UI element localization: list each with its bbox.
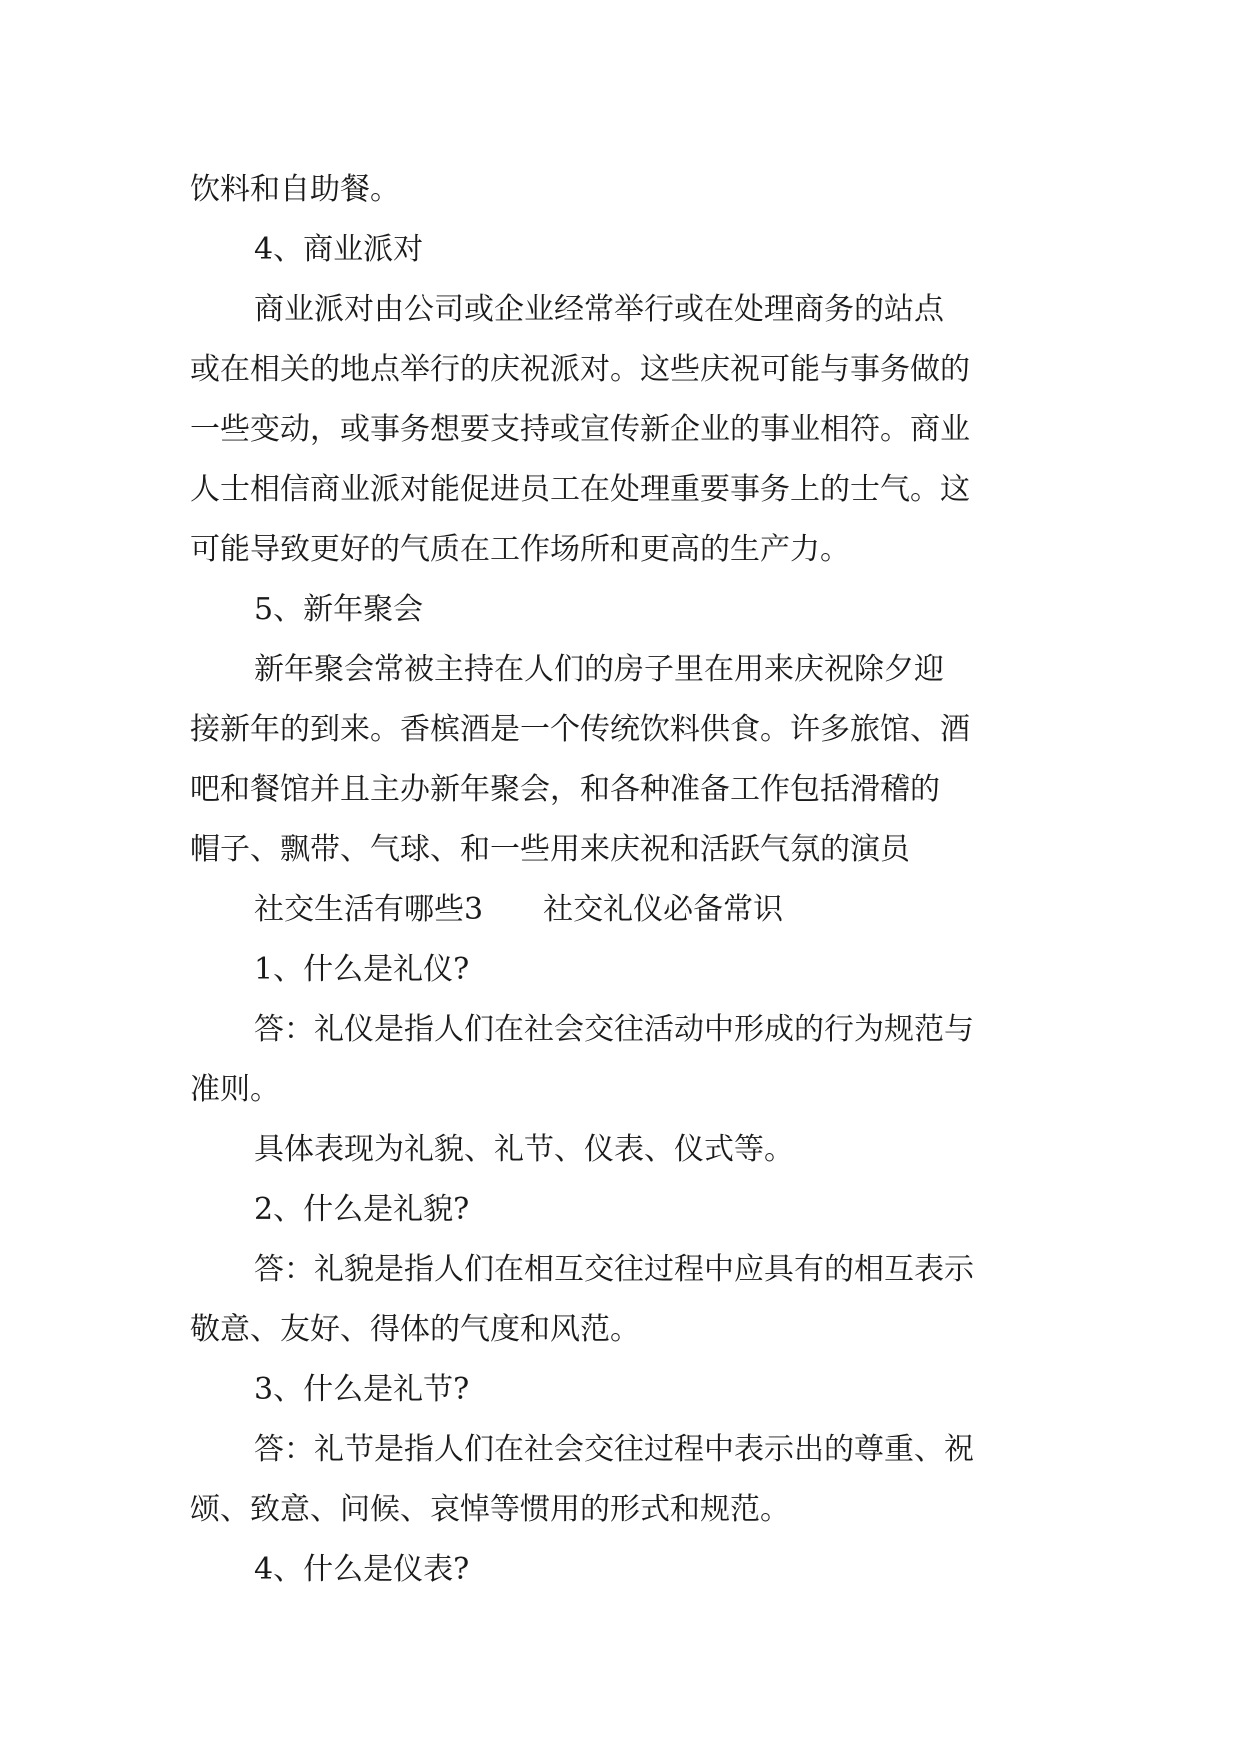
answer-line: 答：礼仪是指人们在社会交往活动中形成的行为规范与: [254, 1012, 974, 1047]
answer-line: 准则。: [190, 1072, 280, 1107]
section-title: [190, 880, 1050, 940]
paragraph-line: 饮料和自助餐。: [190, 172, 400, 207]
paragraph-line: 吧和餐馆并且主办新年聚会，和各种准备工作包括滑稽的: [190, 772, 940, 807]
question-heading: 4、什么是仪表?: [254, 1552, 470, 1587]
answer-line: 答：礼节是指人们在社会交往过程中表示出的尊重、祝: [254, 1432, 974, 1467]
paragraph-line: 新年聚会常被主持在人们的房子里在用来庆祝除夕迎: [254, 652, 944, 687]
question-heading: 1、什么是礼仪?: [254, 952, 470, 987]
paragraph-line: 接新年的到来。香槟酒是一个传统饮料供食。许多旅馆、酒: [190, 712, 970, 747]
answer-line: 颂、致意、问候、哀悼等惯用的形式和规范。: [190, 1492, 790, 1527]
paragraph-line: 或在相关的地点举行的庆祝派对。这些庆祝可能与事务做的: [190, 352, 970, 387]
section-heading: 4、商业派对: [254, 232, 424, 267]
question-heading: 3、什么是礼节?: [254, 1372, 470, 1407]
answer-line: 敬意、友好、得体的气度和风范。: [190, 1312, 640, 1347]
paragraph-line: 可能导致更好的气质在工作场所和更高的生产力。: [190, 532, 850, 567]
paragraph-line: 商业派对由公司或企业经常举行或在处理商务的站点: [254, 292, 944, 327]
paragraph-line: 人士相信商业派对能促进员工在处理重要事务上的士气。这: [190, 472, 970, 507]
section-title-part: 社交礼仪必备常识: [543, 892, 784, 927]
paragraph-line: 一些变动，或事务想要支持或宣传新企业的事业相符。商业: [190, 412, 970, 447]
section-title-part: 社交生活有哪些3: [254, 892, 484, 927]
section-heading: 5、新年聚会: [254, 592, 424, 627]
answer-line: 答：礼貌是指人们在相互交往过程中应具有的相互表示: [254, 1252, 974, 1287]
question-heading: 2、什么是礼貌?: [254, 1192, 470, 1227]
document-body: [190, 160, 1050, 1600]
paragraph-line: 具体表现为礼貌、礼节、仪表、仪式等。: [254, 1132, 794, 1167]
paragraph-line: 帽子、飘带、气球、和一些用来庆祝和活跃气氛的演员: [190, 832, 910, 867]
